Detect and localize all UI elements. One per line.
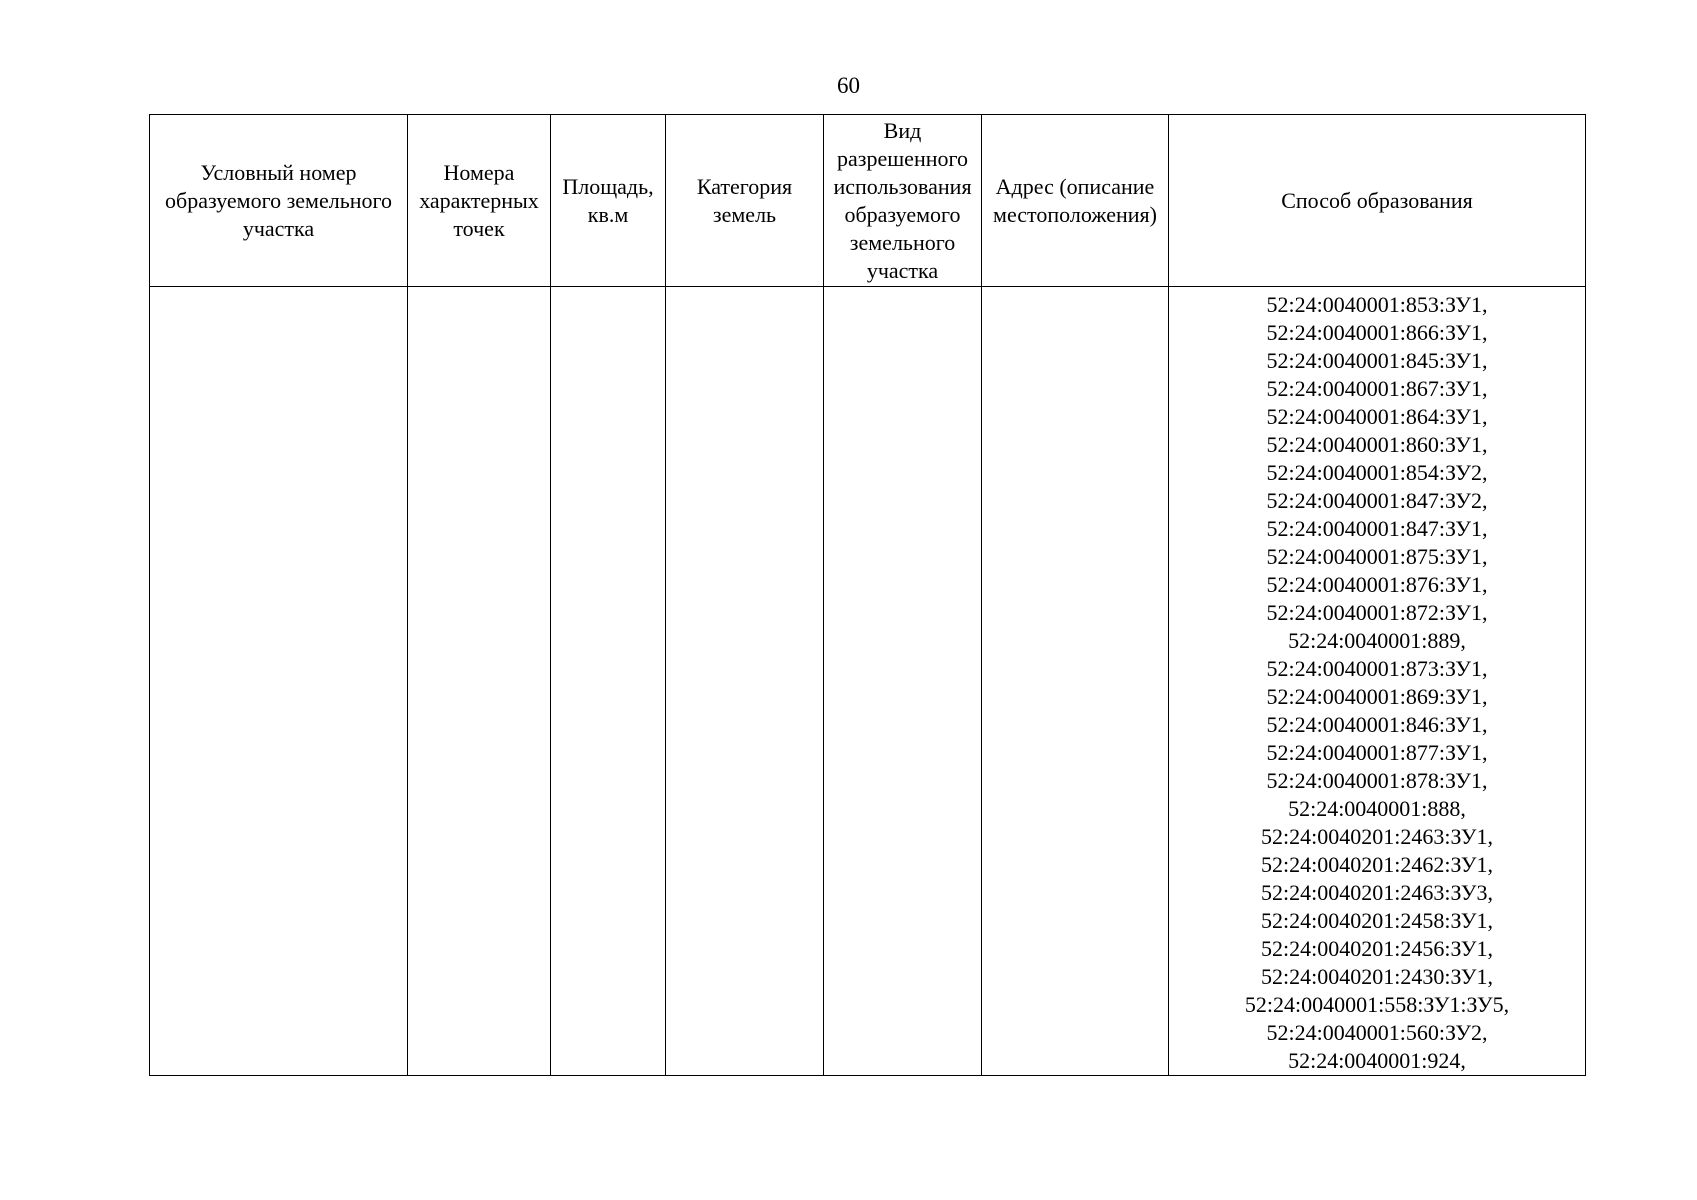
formation-method-item: 52:24:0040001:878:ЗУ1,: [1266, 768, 1488, 793]
formation-method-item: 52:24:0040201:2463:ЗУ3,: [1261, 880, 1493, 905]
formation-method-item: 52:24:0040001:846:ЗУ1,: [1266, 712, 1488, 737]
cell-permitted-use: [824, 287, 982, 1076]
header-points: Номера характерных точек: [408, 115, 551, 287]
formation-method-item: 52:24:0040001:853:ЗУ1,: [1266, 292, 1488, 317]
cell-plot-number: [150, 287, 408, 1076]
formation-method-item: 52:24:0040001:560:ЗУ2,: [1266, 1020, 1488, 1045]
cell-area: [551, 287, 666, 1076]
formation-method-item: 52:24:0040201:2456:ЗУ1,: [1261, 936, 1493, 961]
formation-method-item: 52:24:0040001:876:ЗУ1,: [1266, 572, 1488, 597]
header-formation-method: Способ образования: [1169, 115, 1586, 287]
formation-method-item: 52:24:0040201:2463:ЗУ1,: [1261, 824, 1493, 849]
table-header-row: [150, 115, 1586, 287]
formation-method-list: [1171, 287, 1583, 1075]
cell-points: [408, 287, 551, 1076]
formation-method-item: 52:24:0040001:845:ЗУ1,: [1266, 348, 1488, 373]
formation-method-item: 52:24:0040001:866:ЗУ1,: [1266, 320, 1488, 345]
cell-formation-method: [1169, 287, 1586, 1076]
formation-method-item: 52:24:0040001:867:ЗУ1,: [1266, 376, 1488, 401]
header-land-category: Категория земель: [666, 115, 824, 287]
formation-method-item: 52:24:0040001:872:ЗУ1,: [1266, 600, 1488, 625]
cell-land-category: [666, 287, 824, 1076]
formation-method-item: 52:24:0040201:2430:ЗУ1,: [1261, 964, 1493, 989]
formation-method-item: 52:24:0040001:877:ЗУ1,: [1266, 740, 1488, 765]
header-address: Адрес (описание местоположения): [982, 115, 1169, 287]
cell-address: [982, 287, 1169, 1076]
page-number: 60: [837, 73, 860, 98]
formation-method-item: 52:24:0040001:864:ЗУ1,: [1266, 404, 1488, 429]
formation-method-item: 52:24:0040201:2462:ЗУ1,: [1261, 852, 1493, 877]
formation-method-item: 52:24:0040001:873:ЗУ1,: [1266, 656, 1488, 681]
table-row: [150, 287, 1586, 1076]
header-area: Площадь, кв.м: [551, 115, 666, 287]
formation-method-item: 52:24:0040001:875:ЗУ1,: [1266, 544, 1488, 569]
land-plots-table: [149, 114, 1586, 1076]
formation-method-item: 52:24:0040001:860:ЗУ1,: [1266, 432, 1488, 457]
formation-method-item: 52:24:0040001:888,: [1288, 796, 1466, 821]
formation-method-item: 52:24:0040001:924,: [1288, 1048, 1466, 1073]
formation-method-item: 52:24:0040001:854:ЗУ2,: [1266, 460, 1488, 485]
formation-method-item: 52:24:0040001:869:ЗУ1,: [1266, 684, 1488, 709]
formation-method-item: 52:24:0040001:847:ЗУ1,: [1266, 516, 1488, 541]
header-permitted-use: Вид разрешенного использования образуемого земельного участка: [824, 115, 982, 287]
formation-method-item: 52:24:0040201:2458:ЗУ1,: [1261, 908, 1493, 933]
formation-method-item: 52:24:0040001:847:ЗУ2,: [1266, 488, 1488, 513]
header-plot-number: Условный номер образуемого земельного участка: [150, 115, 408, 287]
formation-method-item: 52:24:0040001:889,: [1288, 628, 1466, 653]
formation-method-item: 52:24:0040001:558:ЗУ1:ЗУ5,: [1244, 992, 1510, 1017]
